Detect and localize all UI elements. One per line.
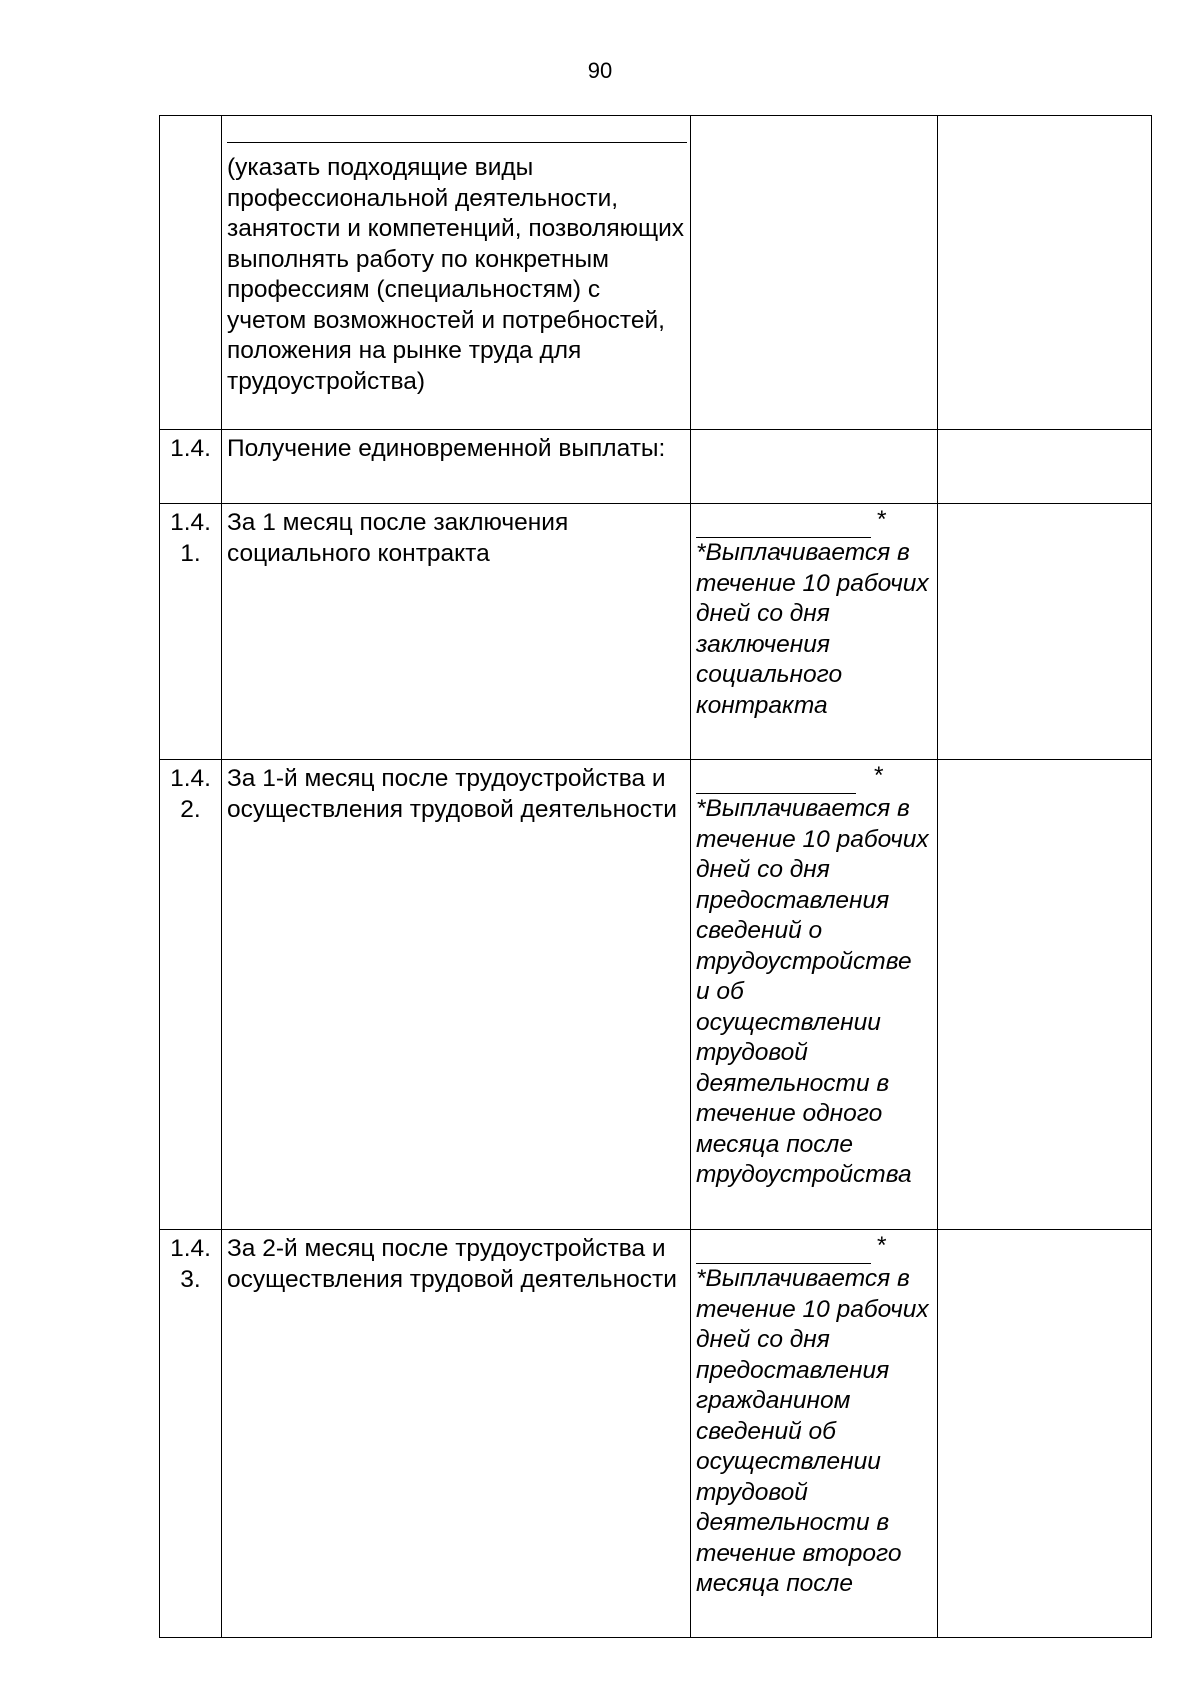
row-description-cell bbox=[222, 1230, 691, 1638]
row-description: За 1-й месяц после трудоустройства и осуществления трудовой деятельности bbox=[227, 765, 677, 823]
row-payment-cell bbox=[691, 760, 938, 1230]
table-row bbox=[160, 430, 1152, 504]
row-description-cell bbox=[222, 116, 691, 430]
row-description-cell bbox=[222, 760, 691, 1230]
payment-asterisk: * bbox=[874, 762, 884, 789]
row-number-cell bbox=[160, 1230, 222, 1638]
table-row bbox=[160, 116, 1152, 430]
fill-in-blank-line bbox=[227, 120, 687, 143]
payment-note: *Выплачивается в течение 10 рабочих дней со дня предоставления сведений о трудоустройстве и об осуществлении трудовой деятельности в течение одного месяца после трудоустройства bbox=[696, 795, 929, 1188]
document-table bbox=[159, 115, 1152, 1638]
row-description: За 1 месяц после заключения социального контракта bbox=[227, 509, 569, 567]
payment-amount-blank bbox=[696, 508, 932, 538]
payment-blank-line bbox=[696, 511, 871, 538]
row-number: 1.4. 3. bbox=[170, 1235, 211, 1293]
row-number-cell bbox=[160, 760, 222, 1230]
row-payment-cell bbox=[691, 1230, 938, 1638]
page-number: 90 bbox=[587, 58, 613, 83]
payment-blank-line bbox=[696, 1237, 871, 1264]
row-remark-cell bbox=[938, 760, 1152, 1230]
payment-amount-blank bbox=[696, 764, 932, 794]
row-description: (указать подходящие виды профессиональной деятельности, занятости и компетенций, позволяющих выполнять работу по конкретным профессиям (специальностям) с учетом возможностей и потребностей, положения на рынке труда для трудоустройства) bbox=[227, 154, 685, 395]
row-number: 1.4. bbox=[170, 435, 211, 462]
row-description-cell bbox=[222, 430, 691, 504]
table-row bbox=[160, 504, 1152, 760]
payment-amount-blank bbox=[696, 1234, 932, 1264]
row-description-cell bbox=[222, 504, 691, 760]
row-remark-cell bbox=[938, 504, 1152, 760]
row-remark-cell bbox=[938, 116, 1152, 430]
row-description: За 2-й месяц после трудоустройства и осуществления трудовой деятельности bbox=[227, 1235, 677, 1293]
table-row bbox=[160, 1230, 1152, 1638]
row-number: 1.4. 2. bbox=[170, 765, 211, 823]
payment-asterisk: * bbox=[877, 1232, 887, 1259]
row-payment-cell bbox=[691, 116, 938, 430]
table-row bbox=[160, 760, 1152, 1230]
row-number-cell bbox=[160, 430, 222, 504]
row-remark-cell bbox=[938, 430, 1152, 504]
row-description: Получение единовременной выплаты: bbox=[227, 435, 666, 462]
payment-asterisk: * bbox=[877, 506, 887, 533]
row-number: 1.4. 1. bbox=[170, 509, 211, 567]
row-payment-cell bbox=[691, 430, 938, 504]
payment-note: *Выплачивается в течение 10 рабочих дней со дня заключения социального контракта bbox=[696, 539, 929, 719]
row-payment-cell bbox=[691, 504, 938, 760]
row-number-cell bbox=[160, 116, 222, 430]
payment-blank-line bbox=[696, 767, 856, 794]
row-remark-cell bbox=[938, 1230, 1152, 1638]
payment-note: *Выплачивается в течение 10 рабочих дней со дня предоставления гражданином сведений об осуществлении трудовой деятельности в течение второго месяца после bbox=[696, 1265, 929, 1597]
row-number-cell bbox=[160, 504, 222, 760]
